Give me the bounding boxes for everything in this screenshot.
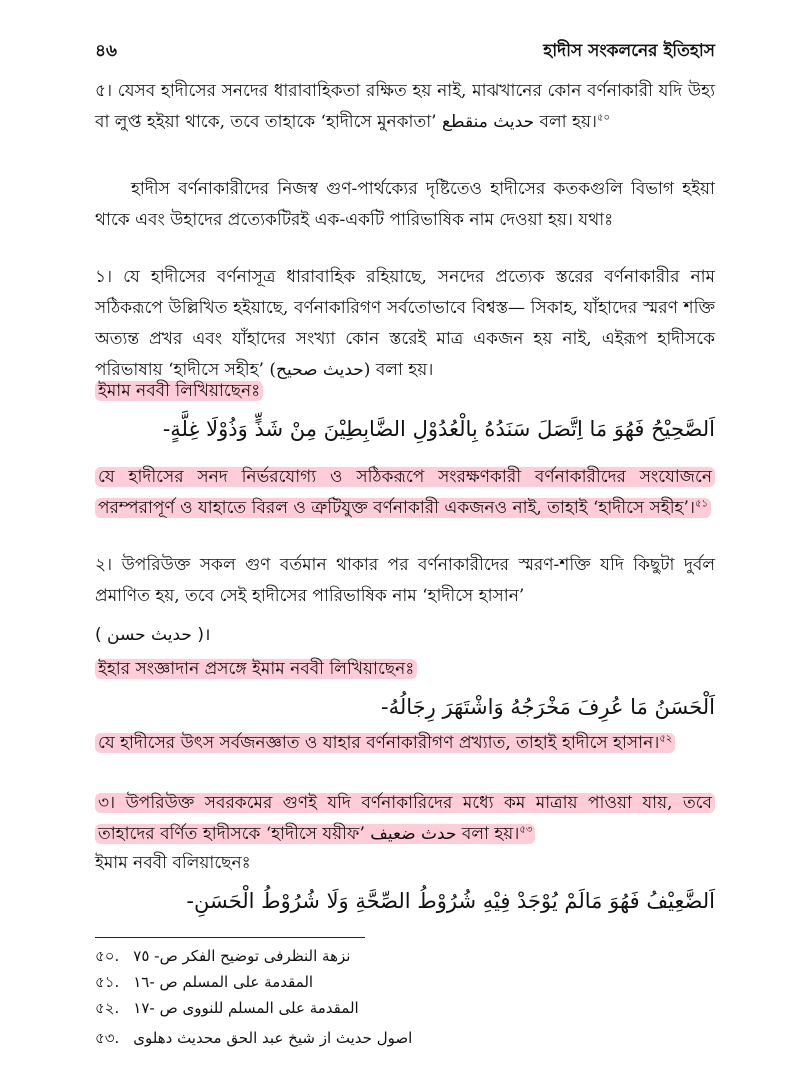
translation-text: যে হাদীসের উৎস সর্বজনজ্ঞাত ও যাহার বর্ণনাকারীগণ প্রখ্যাত, তাহাই হাদীসে হাসান। — [98, 733, 660, 753]
item-tail: ) বলা হয়। — [363, 360, 434, 380]
paragraph-tail: বলা হয়। — [534, 112, 597, 132]
paragraph-text: হাদীস বর্ণনাকারীদের নিজস্ব গুণ-পার্থক্যের দৃষ্টিতেও হাদীসের কতকগুলি বিভাগ হইয়া থাকে এবং উহাদের প্রত্যেকটিরই এক-একটি পারিভাষিক নাম দেওয়া হয়। যথাঃ — [95, 179, 715, 230]
paragraph-text: ৫। যেসব হাদীসের সনদের ধারাবাহিকতা রক্ষিত হয় নাই, মাঝখানের কোন বর্ণনাকারী যদি উহ্য বা লুপ্ত হইয়া থাকে, তবে তাহাকে ‘হাদীসে মুনকাতা’ — [95, 81, 715, 132]
arabic-quote-hasan: اَلْحَسَنُ مَا عُرِفَ مَخْرَجُهُ وَاشْتَهَرَ رِجَالُهُ- — [381, 695, 715, 719]
arabic-term: حدث ضعيف — [370, 824, 457, 844]
imam-label-3 — [95, 848, 715, 879]
footnote-ref: ৫১ — [694, 498, 708, 510]
arabic-quote-zaif: اَلضَّعِيْفُ فَهُوَ مَالَمْ يُوْجَدْ فِيْهِ شُرُوْطُ الصِّحَّةِ وَلَا شُرُوْطُ الْحَسَنِ- — [186, 889, 715, 913]
footnote-ref: ৫০ — [596, 112, 610, 124]
footnote-number: ৫০. — [95, 947, 120, 965]
imam-label-2 — [95, 654, 715, 685]
item-hasan — [95, 550, 715, 651]
highlighted-label: ইমাম নববী লিখিয়াছেনঃ — [95, 381, 263, 401]
arabic-term: حديث منقطع — [441, 112, 535, 132]
arabic-quote-sahih: اَلصَّحِيْحُ فَهُوَ مَا اِتَّصَلَ سَنَدُهُ بِالْعُدُوْلِ الضَّابِطِيْنَ مِنْ شَذٍّ وَذُوْلَا غِلَّةٍ- — [162, 417, 715, 441]
highlighted-translation — [95, 467, 715, 518]
highlighted-translation — [95, 733, 675, 753]
item-text: ২। উপরিউক্ত সকল গুণ বর্তমান থাকার পর বর্ণনাকারীদের স্মরণ-শক্তি যদি কিছুটা দুর্বল প্রমাণিত হয়, তবে সেই হাদীসের পারিভাষিক নাম ‘হাদীসে হাসান’ — [95, 555, 715, 606]
item-zaif — [95, 788, 715, 850]
imam-label-1 — [95, 376, 715, 407]
footnote-divider — [95, 937, 365, 938]
item-text: ১। যে হাদীসের বর্ণনাসূত্র ধারাবাহিক রহিয়াছে, সনদের প্রত্যেক স্তরের বর্ণনাকারীর নাম সঠিকরূপে উল্লিখিত হইয়াছে, বর্ণনাকারিগণ সর্বতোভাবে বিশ্বস্ত— সিকাহ, যাঁহাদের স্মরণ শক্তি অত্যন্ত প্রখর এবং যাঁহাদের সংখ্যা কোন স্তরেই মাত্র একজন হয় নাই, এইরূপ হাদীসকে পরিভাষায় ‘হাদীসে সহীহ’ ( — [95, 267, 715, 380]
paragraph-intro — [95, 174, 715, 236]
footnote — [95, 970, 313, 994]
paragraph-munqata — [95, 76, 715, 138]
translation-hasan — [95, 728, 715, 759]
page-number: ৪৬ — [95, 41, 118, 61]
item-tail: বলা হয়। — [456, 824, 520, 844]
footnote — [95, 996, 359, 1020]
arabic-term-line — [95, 620, 715, 651]
footnote-number: ৫৩. — [95, 1029, 120, 1047]
footnote — [95, 944, 350, 968]
footnote-ref: ৫২ — [659, 733, 673, 745]
item-tail: । — [203, 625, 211, 645]
footnote-number: ৫১. — [95, 973, 120, 991]
item-text: ৩। উপরিউক্ত সবরকমের গুণই যদি বর্ণনাকারিদের মধ্যে কম মাত্রায় পাওয়া যায়, তবে তাহাদের বর্ণিত হাদীসকে ‘হাদীসে যয়ীফ’ — [98, 793, 712, 844]
translation-sahih — [95, 462, 715, 524]
highlighted-item — [95, 793, 715, 844]
footnote-text: اصول حديث از شيخ عبد الحق محديث دهلوى — [133, 1029, 413, 1047]
footnote-text: المقدمة على المسلم للنووى ص -١٧ — [133, 999, 359, 1017]
highlighted-label: ইহার সংজ্ঞাদান প্রসঙ্গে ইমাম নববী লিখিয়াছেনঃ — [95, 659, 417, 679]
footnote-number: ৫২. — [95, 999, 120, 1017]
footnote-text: نزهة النظرفى توضيح الفكر ص- ٧٥ — [133, 947, 351, 965]
item-sahih — [95, 262, 715, 386]
footnote-ref: ৫৩ — [519, 824, 533, 836]
arabic-term: ( حديث حسن ) — [95, 625, 204, 645]
label-text: ইমাম নববী বলিয়াছেনঃ — [95, 853, 251, 873]
footnote-text: المقدمة على المسلم ص -١٦ — [133, 973, 314, 991]
arabic-term: حديث صحيح — [276, 360, 364, 380]
running-head: হাদীস সংকলনের ইতিহাস — [543, 41, 715, 61]
footnote — [95, 1026, 412, 1050]
translation-text: যে হাদীসের সনদ নির্ভরযোগ্য ও সঠিকরূপে সংরক্ষণকারী বর্ণনাকারীদের সংযোজনে পরম্পরাপূর্ণ ও যাহাতে বিরল ও ত্রুটিযুক্ত বর্ণনাকারী একজনও নাই, তাহাই ‘হাদীসে সহীহ’। — [98, 467, 712, 518]
page-header — [95, 38, 715, 66]
